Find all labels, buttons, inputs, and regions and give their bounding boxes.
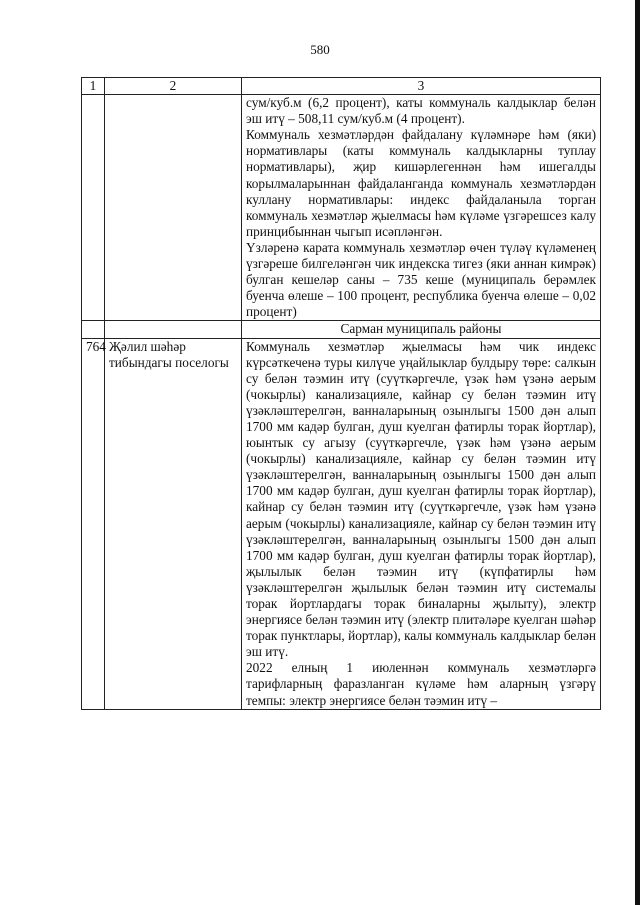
paragraph: Коммуналь хезмәтләр җыелмасы һәм чик индекс күрсәткеченә туры килүче уңайлыклар булдыру төре: салкын су белән тәэмин итү (суүткәргечле, үзәк һәм үзәнә аерым (чокырлы) канализацияле, кайнар су белән тәэмин итү үзәкләштерелгән, ванналарының озынлыгы 1500 дән алып 1700 мм кадәр булган, душ куелган фатирлы торак йортлар), юынтык су агызу (суүткәргечле, үзәк һәм үзәнә аерым (чокырлы) канализацияле, кайнар су белән тәэмин итү үзәкләштерелгән, ванналарының озынлыгы 1500 дән алып 1700 мм кадәр булган, душ куелган фатирлы торак йортлар), кайнар су белән тәэмин итү (суүткәргечле, үзәк һәм үзәнә аерым (чокырлы) канализацияле, кайнар су белән тәэмин итү үзәкләштерелгән, ванналарының озынлыгы 1500 дән алып 1700 мм кадәр булган, душ куелган фатирлы торак йортлар), җылылык белән тәэмин итү (күпфатирлы һәм үзәкләштерелгән җылылык белән тәэмин итү системалы торак йортлардагы торак биналарны җылыту), электр энергиясе белән тәэмин итү (электр плитәләре куелган шәһәр торак пунктлары, йортлар), калы коммуналь калдыклар белән эш итү.	[246, 338, 596, 660]
entry-name: Җәлил шәһәр тибындагы поселогы	[105, 338, 242, 709]
page-number: 580	[310, 42, 330, 57]
header-col-3: 3	[242, 78, 601, 95]
continuation-cell	[242, 95, 601, 321]
table-row	[82, 95, 601, 321]
paragraph: Коммуналь хезмәтләрдән файдалану күләмнәре һәм (яки) нормативлары (каты коммуналь калдыкларны туплау нормативлары), җир кишәрлегеннән һәм ишегалды корылмаларыннан файдаланганда коммуналь хезмәтләрдән куллану нормативлары: индекс файдаланыла торган коммуналь хезмәтләр җыелмасы һәм күләме үзгәрешсез калу принцибыннан чыгып исәпләнгән.	[246, 127, 596, 239]
section-title: Сарман муниципаль районы	[242, 321, 601, 338]
table-header-row	[82, 78, 601, 95]
section-row	[82, 321, 601, 338]
header-col-2: 2	[105, 78, 242, 95]
index-table	[81, 77, 601, 710]
paragraph: сум/куб.м (6,2 процент), каты коммуналь калдыклар белән эш итү – 508,11 сум/куб.м (4 процент).	[246, 95, 596, 127]
entry-description	[242, 338, 601, 709]
paragraph: 2022 елның 1 июленнән коммуналь хезмәтләргә тарифларның фаразланган күләме һәм аларның үзгәрү темпы: электр энергиясе белән тәэмин итү –	[246, 660, 596, 708]
page-edge-bar	[635, 0, 640, 905]
table-row	[82, 338, 601, 709]
header-col-1: 1	[82, 78, 105, 95]
paragraph: Үзләренә карата коммуналь хезмәтләр өчен түләү күләменең үзгәреше билгеләнгән чик индекска тигез (яки аннан кимрәк) булган кешеләр саны – 735 кеше (муниципаль берәмлек буенча өлеше – 100 процент, республика буенча өлеше – 0,02 процент)	[246, 239, 596, 320]
entry-number: 764	[82, 338, 105, 709]
